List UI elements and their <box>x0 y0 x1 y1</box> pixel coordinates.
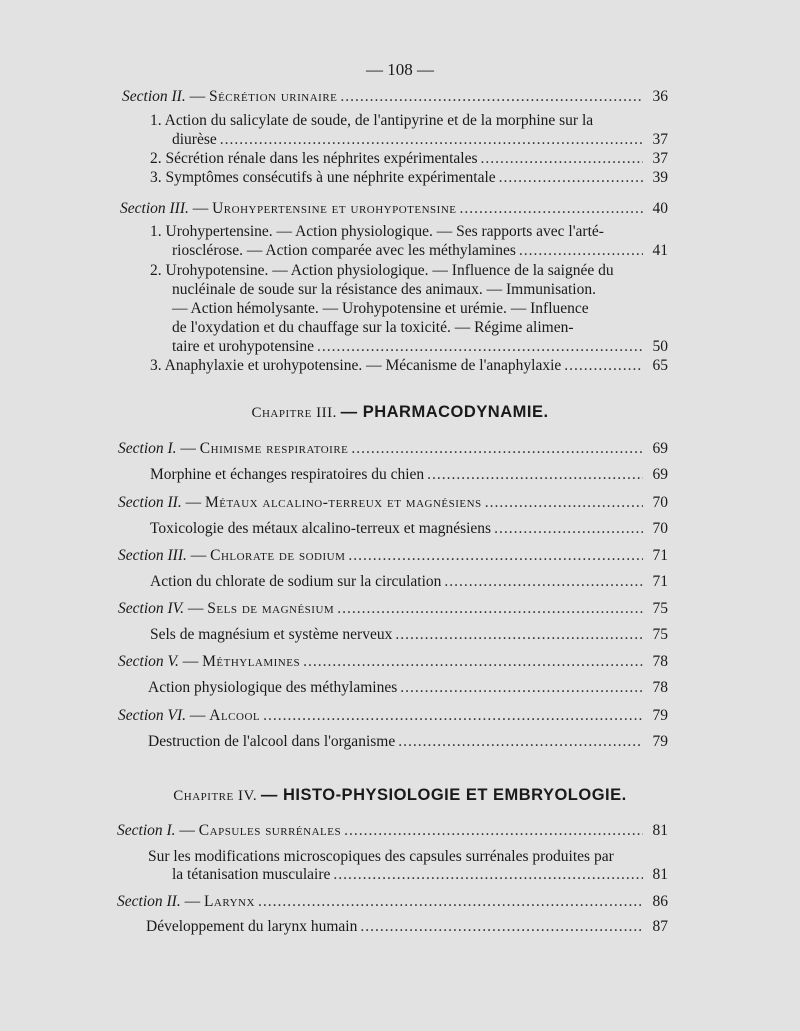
toc-entry: diurèse ..... 37 <box>172 131 668 149</box>
toc-entry: Développement du larynx humain ..... 87 <box>146 918 668 936</box>
chapter-heading: Chapitre III. — PHARMACODYNAMIE. <box>251 403 549 421</box>
toc-section-heading: Section III. — Urohypertensine et urohypotensine ..... 40 <box>120 200 668 218</box>
toc-entry: 3. Symptômes consécutifs à une néphrite expérimentale ..... 39 <box>150 169 668 187</box>
toc-section-heading: Section II. — Sécrétion urinaire ..... 36 <box>122 88 668 106</box>
toc-section-heading: Section I. — Chimisme respiratoire ..... 69 <box>118 440 668 458</box>
toc-entry: 2. Sécrétion rénale dans les néphrites expérimentales ..... 37 <box>150 150 668 168</box>
toc-entry-line: — Action hémolysante. — Urohypotensine et urémie. — Influence <box>172 300 589 317</box>
toc-entry: Morphine et échanges respiratoires du chien ..... 69 <box>150 466 668 484</box>
toc-section-heading: Section I. — Capsules surrénales ..... 81 <box>117 822 668 840</box>
toc-entry-line: nucléinale de soude sur la résistance des animaux. — Immunisation. <box>172 281 596 298</box>
toc-entry: Sur les modifications microscopiques des capsules surrénales produites par <box>148 848 614 865</box>
toc-section-heading: Section VI. — Alcool ..... 79 <box>118 707 668 725</box>
toc-entry: 1. Action du salicylate de soude, de l'antipyrine et de la morphine sur la <box>150 112 594 129</box>
toc-entry: riosclérose. — Action comparée avec les méthylamines ..... 41 <box>172 242 668 260</box>
toc-entry: Sels de magnésium et système nerveux ..... 75 <box>150 626 668 644</box>
toc-entry: taire et urohypotensine ..... 50 <box>172 338 668 356</box>
chapter-heading: Chapitre IV. — HISTO-PHYSIOLOGIE ET EMBRYOLOGIE. <box>173 786 627 804</box>
toc-entry: 1. Urohypertensine. — Action physiologique. — Ses rapports avec l'arté- <box>150 223 604 240</box>
toc-entry: la tétanisation musculaire ..... 81 <box>172 866 668 884</box>
toc-entry: Destruction de l'alcool dans l'organisme ..... 79 <box>148 733 668 751</box>
toc-section-heading: Section IV. — Sels de magnésium ..... 75 <box>118 600 668 618</box>
toc-entry: 3. Anaphylaxie et urohypotensine. — Mécanisme de l'anaphylaxie ..... 65 <box>150 357 668 375</box>
page-number: — 108 — <box>366 60 434 79</box>
toc-entry: 2. Urohypotensine. — Action physiologique. — Influence de la saignée du <box>150 262 614 279</box>
toc-entry-line: de l'oxydation et du chauffage sur la toxicité. — Régime alimen- <box>172 319 574 336</box>
toc-section-heading: Section II. — Larynx ..... 86 <box>117 893 668 911</box>
toc-entry: Action du chlorate de sodium sur la circulation ..... 71 <box>150 573 668 591</box>
toc-entry: Toxicologie des métaux alcalino-terreux et magnésiens ..... 70 <box>150 520 668 538</box>
toc-section-heading: Section II. — Métaux alcalino-terreux et magnésiens ..... 70 <box>118 494 668 512</box>
toc-section-heading: Section III. — Chlorate de sodium ..... 71 <box>118 547 668 565</box>
toc-section-heading: Section V. — Méthylamines ..... 78 <box>118 653 668 671</box>
toc-entry: Action physiologique des méthylamines ..... 78 <box>148 679 668 697</box>
